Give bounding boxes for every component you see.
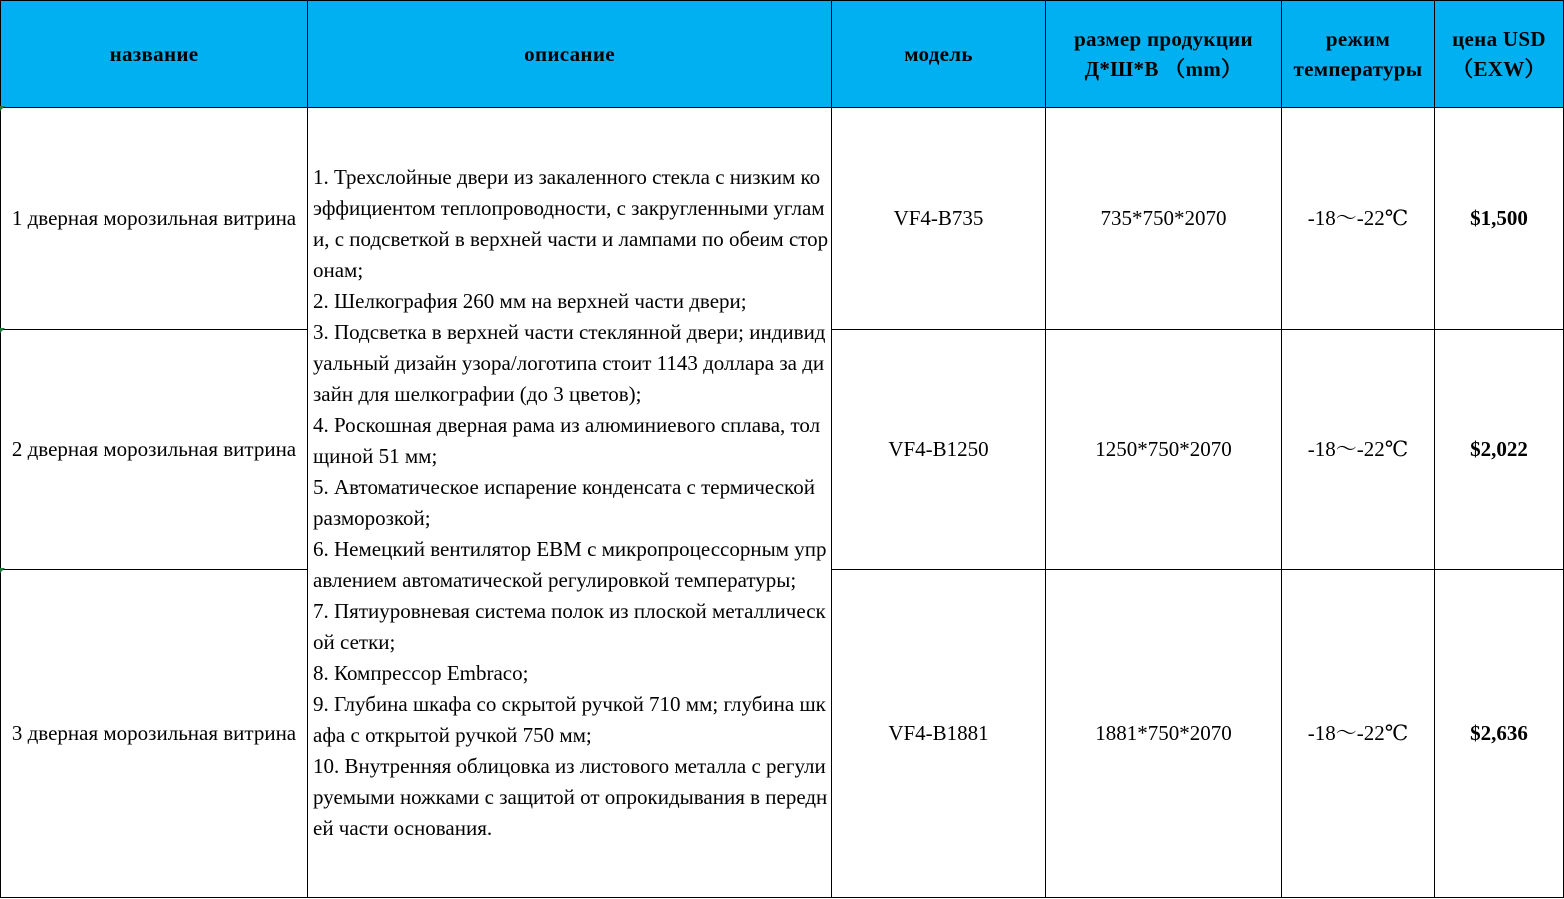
cell-temperature[interactable]: -18～-22℃ [1282, 108, 1435, 330]
product-name: 3 дверная морозильная витрина [11, 721, 297, 745]
cell-model[interactable]: VF4-B1250 [832, 330, 1046, 570]
description-line: 1. Трехслойные двери из закаленного стекла с низким коэффициентом теплопроводности, с закругленными углами, с подсветкой в верхней части и лампами по обеим сторонам; [313, 164, 829, 282]
cell-price[interactable]: $1,500 [1435, 108, 1564, 330]
description-line: 7. Пятиуровневая система полок из плоской металлической сетки; [313, 598, 826, 654]
description-line: 10. Внутренняя облицовка из листового металла с регулируемыми ножками с защитой от опрокидывания в передней части основания. [313, 753, 828, 840]
cell-size[interactable]: 735*750*2070 [1046, 108, 1282, 330]
cell-name[interactable] [1, 330, 308, 570]
comment-marker-icon [0, 106, 5, 111]
header-name[interactable]: название [1, 1, 308, 108]
description-line: 6. Немецкий вентилятор EBM с микропроцессорным управлением автоматической регулировкой температуры; [313, 536, 827, 592]
description-line: 3. Подсветка в верхней части стеклянной двери; индивидуальный дизайн узора/логотипа стоит 1143 доллара за дизайн для шелкографии (до 3 цветов); [313, 319, 826, 406]
header-model[interactable]: модель [832, 1, 1046, 108]
description-line: 4. Роскошная дверная рама из алюминиевого сплава, толщиной 51 мм; [313, 412, 821, 468]
cell-name[interactable] [1, 570, 308, 898]
cell-size[interactable]: 1881*750*2070 [1046, 570, 1282, 898]
description-line: 8. Компрессор Embraco; [313, 660, 529, 685]
cell-temperature[interactable]: -18～-22℃ [1282, 330, 1435, 570]
cell-size[interactable]: 1250*750*2070 [1046, 330, 1282, 570]
comment-marker-icon [0, 328, 5, 333]
product-name: 2 дверная морозильная витрина [11, 437, 297, 461]
description-line: 5. Автоматическое испарение конденсата с термической разморозкой; [313, 474, 815, 530]
header-row [1, 1, 1564, 108]
cell-temperature[interactable]: -18～-22℃ [1282, 570, 1435, 898]
description-line: 2. Шелкография 260 мм на верхней части двери; [313, 288, 747, 313]
product-name: 1 дверная морозильная витрина [11, 206, 297, 230]
table-row [1, 108, 1564, 330]
comment-marker-icon [0, 568, 5, 573]
header-price[interactable]: цена USD（EXW） [1435, 1, 1564, 108]
cell-price[interactable]: $2,636 [1435, 570, 1564, 898]
cell-description[interactable] [308, 108, 832, 898]
header-description[interactable]: описание [308, 1, 832, 108]
cell-name[interactable] [1, 108, 308, 330]
cell-price[interactable]: $2,022 [1435, 330, 1564, 570]
description-line: 9. Глубина шкафа со скрытой ручкой 710 мм; глубина шкафа с открытой ручкой 750 мм; [313, 691, 826, 747]
header-size[interactable]: размер продукции Д*Ш*В （mm） [1046, 1, 1282, 108]
cell-model[interactable]: VF4-B735 [832, 108, 1046, 330]
cell-model[interactable]: VF4-B1881 [832, 570, 1046, 898]
header-temperature[interactable]: режим температуры [1282, 1, 1435, 108]
